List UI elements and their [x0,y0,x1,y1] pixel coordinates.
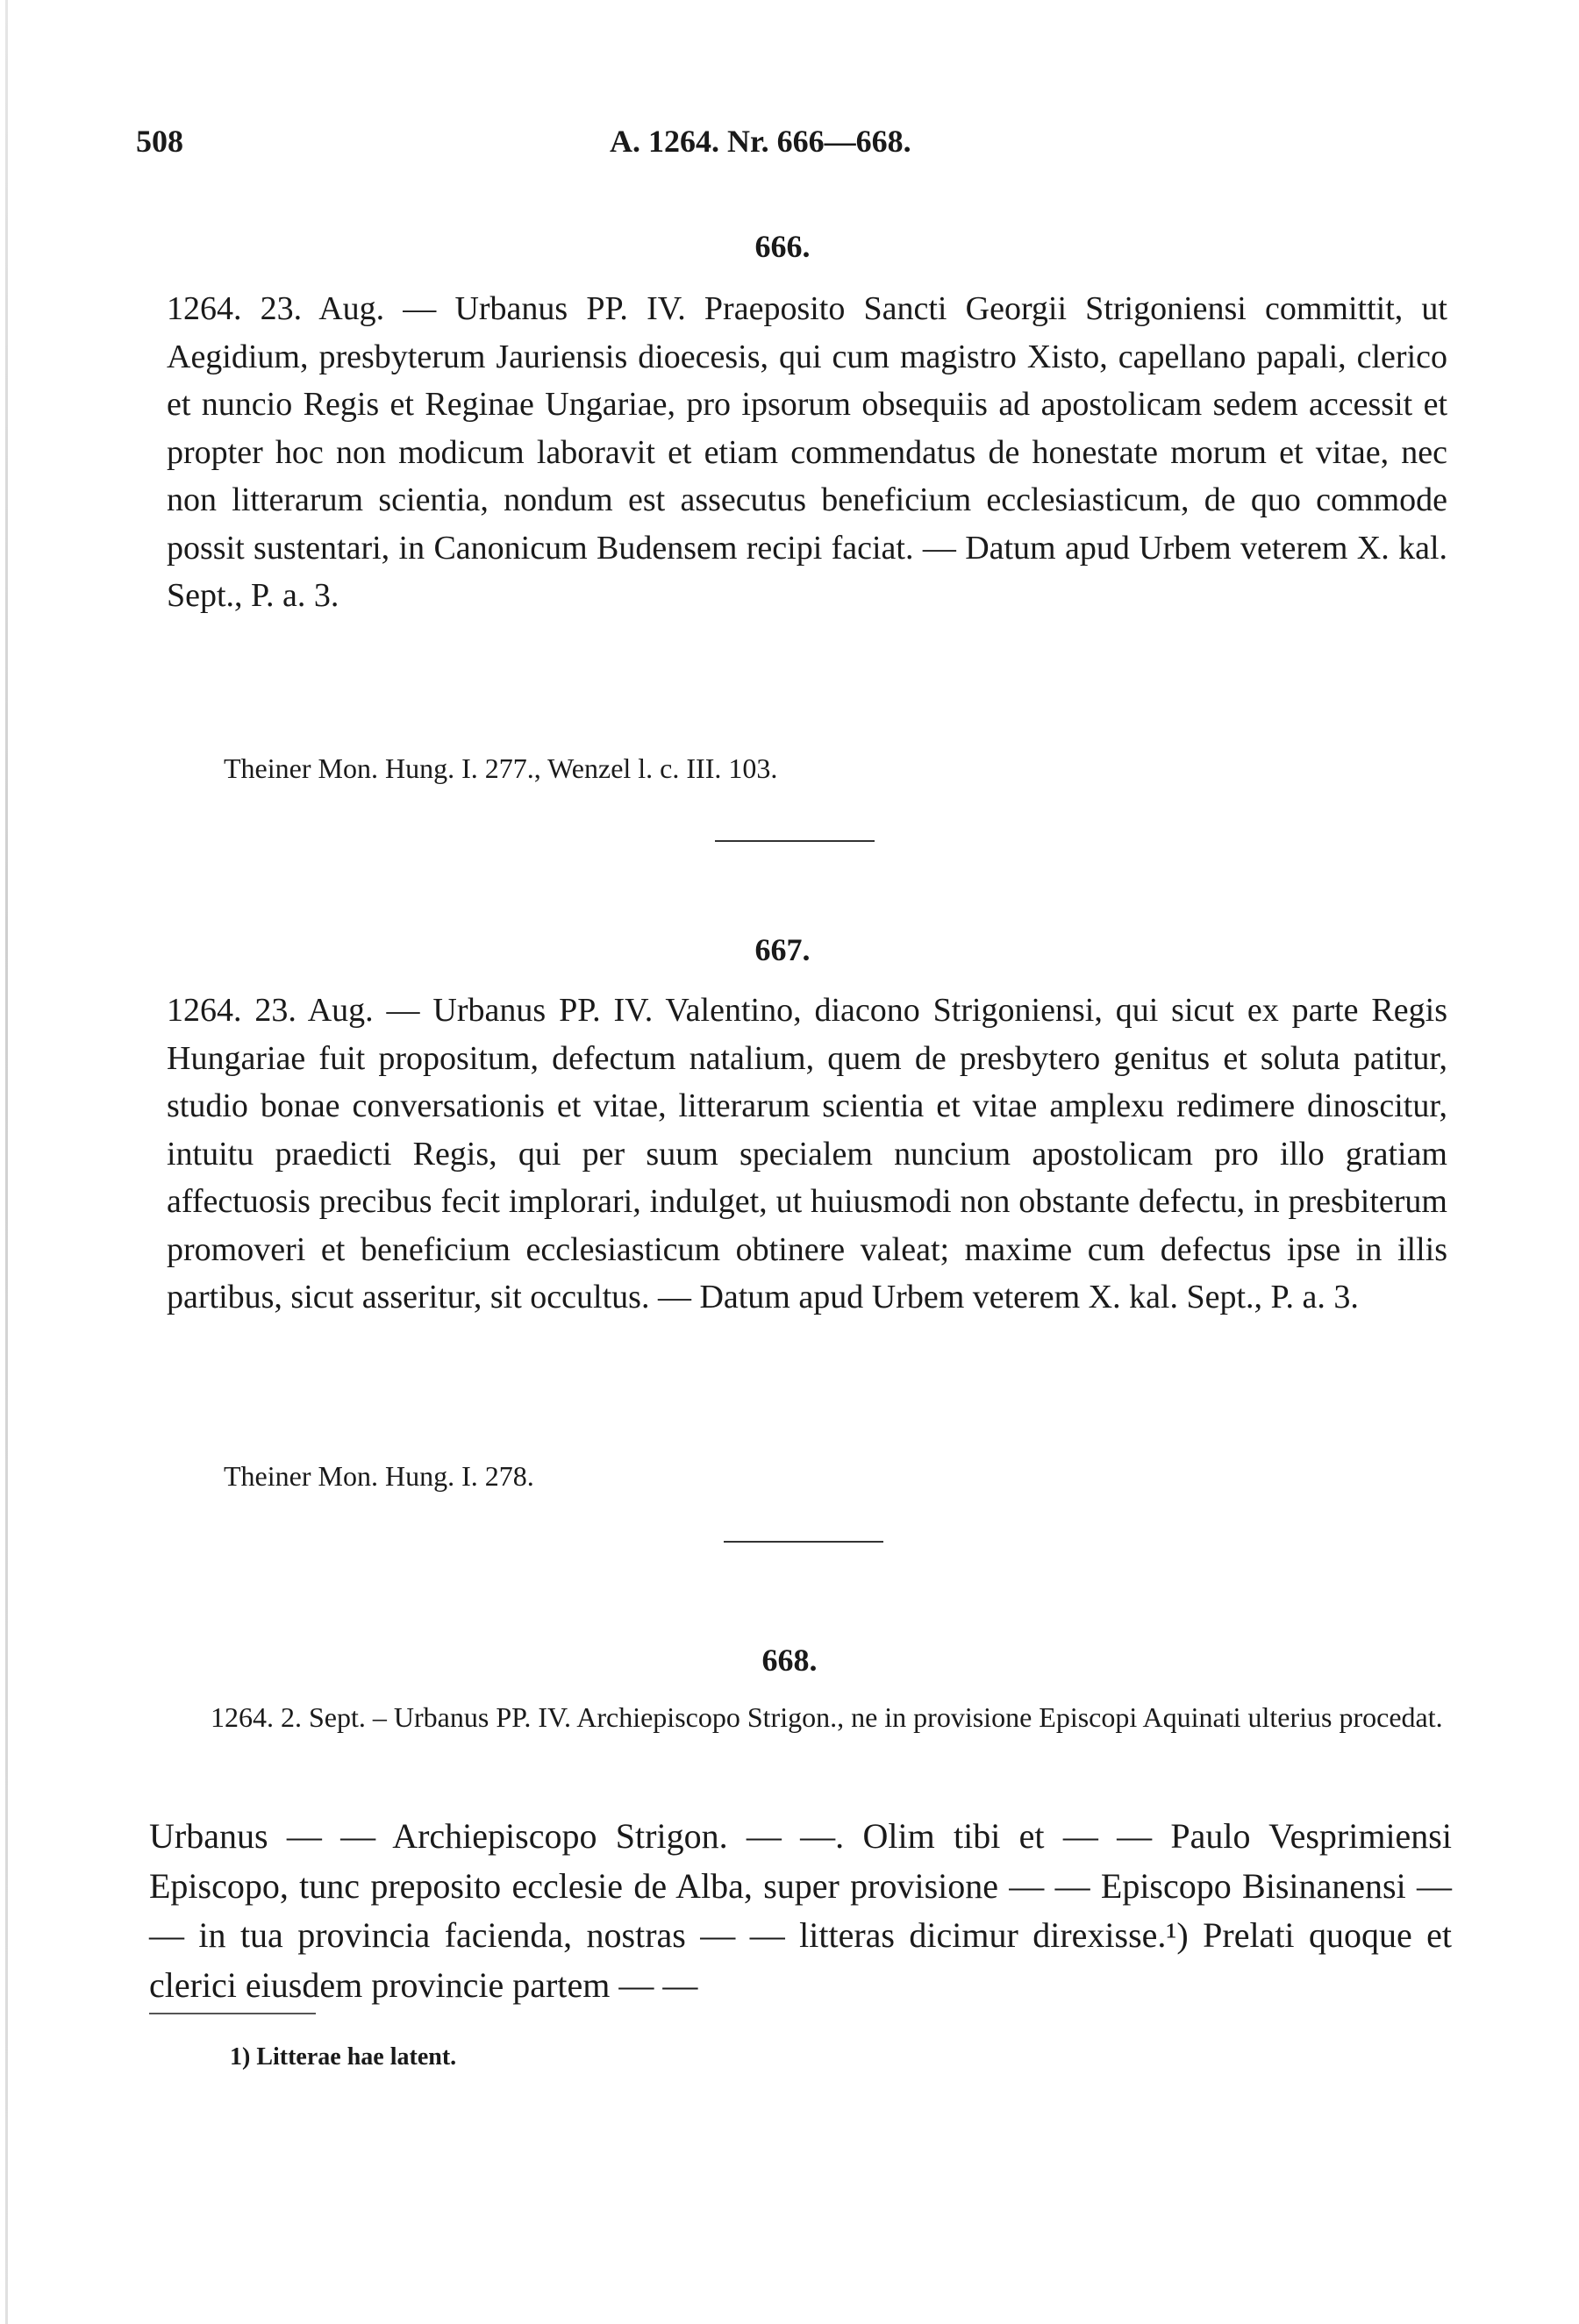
entry-source-667: Theiner Mon. Hung. I. 278. [224,1460,534,1492]
footnote-divider [149,2013,316,2014]
footnote: 1) Litterae hae latent. [230,2043,457,2071]
entry-number-668: 668. [761,1643,818,1678]
entry-text-666: 1264. 23. Aug. — Urbanus PP. IV. Praeposito Sancti Georgii Strigoniensi committit, ut Aegidium, presbyterum Jauriensis dioecesis, qui cum magistro Xisto, capellano papali, clerico et nuncio Regis et Reginae Ungariae, pro ipsorum obsequiis ad apostolicam sedem accessit et propter hoc non modicum laboravit et etiam commendatus de honestate morum et vitae, nec non litterarum scientia, nondum est assecutus beneficium ecclesiasticum, de quo commode possit sustentari, in Canonicum Budensem recipi faciat. — Datum apud Urbem veterem X. kal. Sept., P. a. 3. [167,290,1447,614]
running-head: A. 1264. Nr. 666—668. [610,124,911,159]
entry-number-667: 667. [754,932,811,967]
page-edge-shadow [5,0,8,2324]
letter-text-668: Urbanus — — Archiepiscopo Strigon. — —. Olim tibi et — — Paulo Vesprimiensi Episcopo, tunc preposito ecclesie de Alba, super provisione — — Episcopo Bisinanensi — — in tua provincia facienda, nostras — — litteras dicimur direxisse.¹) Prelati quoque et clerici eiusdem provincie partem — — [149,1816,1452,2005]
section-divider-2 [724,1541,883,1543]
entry-summary-668: 1264. 2. Sept. – Urbanus PP. IV. Archiepiscopo Strigon., ne in provisione Episcopi Aquinati ulterius procedat. [211,1701,1443,1733]
entry-number-666: 666. [754,229,811,264]
entry-source-666: Theiner Mon. Hung. I. 277., Wenzel l. c. III. 103. [224,752,778,784]
page-header [136,123,1461,167]
entry-text-667: 1264. 23. Aug. — Urbanus PP. IV. Valentino, diacono Strigoniensi, qui sicut ex parte Regis Hungariae fuit propositum, defectum natalium, quem de presbytero genitus et soluta patitur, studio bonae conversationis et vitae, litterarum scientia et vitae amplexu redimere dinoscitur, intuitu praedicti Regis, qui per suum specialem nuncium apostolicam pro illo gratiam affectuosis precibus fecit implorari, indulget, ut huiusmodi non obstante defectu, in presbiterum promoveri et beneficium ecclesiasticum obtinere valeat; maxime cum defectus ipse in illis partibus, sicut asseritur, sit occultus. — Datum apud Urbem veterem X. kal. Sept., P. a. 3. [167,992,1447,1315]
section-divider-1 [715,840,875,842]
page-number: 508 [136,124,183,159]
